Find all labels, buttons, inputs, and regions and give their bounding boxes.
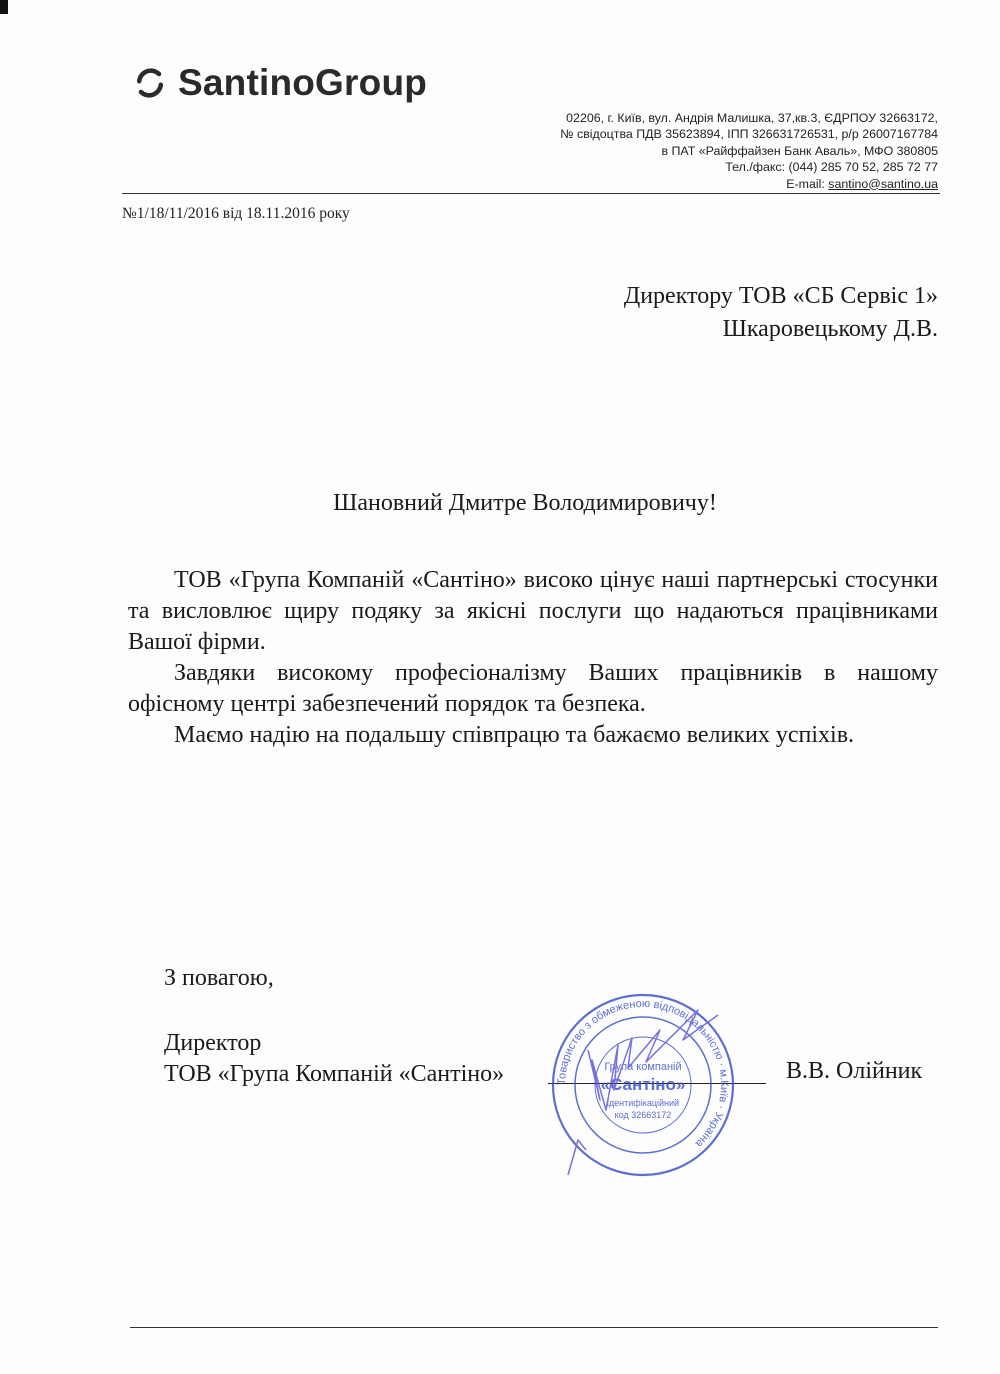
email-link[interactable]: santino@santino.ua [828,176,938,191]
email-label: E-mail: [786,176,825,191]
recipient-line-1: Директору ТОВ «СБ Сервіс 1» [623,283,938,309]
requisites-line: Тел./факс: (044) 285 70 52, 285 72 77 [725,160,938,175]
salutation: Шановний Дмитре Володимировичу! [333,490,717,516]
logo-text: SantinoGroup [178,62,428,103]
requisites-line: 02206, г. Київ, вул. Андрія Малишка, 37,кв.3, ЄДРПОУ 32663172, [566,111,938,125]
signer-name: В.В. Олійник [786,1058,923,1084]
signer-position: Директор [164,1030,262,1056]
body-paragraph: Завдяки високому професіоналізму Ваших працівників в нашому офісному центрі забезпечений порядок та безпека. [128,660,938,717]
document-number: №1/18/11/2016 від 18.11.2016 року [122,205,350,222]
recipient-block [624,280,938,346]
scan-corner-mark [0,0,8,14]
header-divider [122,193,940,194]
closing-phrase: З повагою, [164,965,274,991]
body-paragraph: ТОВ «Група Компаній «Сантіно» високо цінує наші партнерські стосунки та висловлює щиру подяку за якісні послуги що надаються працівниками Вашої фірми. [128,567,938,655]
email-line [560,176,938,192]
signer-company: ТОВ «Група Компаній «Сантіно» [164,1061,505,1087]
requisites-line: в ПАТ «Райффайзен Банк Аваль», МФО 380805 [661,143,938,158]
stamp-line-1: Група компаній [604,1061,682,1073]
signature-block [164,1028,504,1090]
requisites-line: № свідоцтва ПДВ 35623894, ІПП 326631726531, р/р 26007167784 [560,127,938,142]
footer-divider [130,1327,938,1328]
recipient-line-2: Шкаровецькому Д.В. [722,316,938,342]
company-logo [132,62,427,104]
stamp-line-4: код 32663172 [614,1110,672,1120]
company-stamp [548,990,738,1180]
stamp-line-3: ідентифікаційний [606,1098,680,1108]
body-paragraph: Маємо надію на подальшу співпрацю та бажаємо великих успіхів. [174,722,855,748]
santino-logo-icon [132,65,168,101]
stamp-outer-text: Товариство з обмеженою відповідальністю · м.Київ · Україна [555,997,731,1150]
company-requisites [560,110,938,192]
stamp-line-2: «Сантіно» [600,1075,686,1094]
letter-body [128,565,938,751]
